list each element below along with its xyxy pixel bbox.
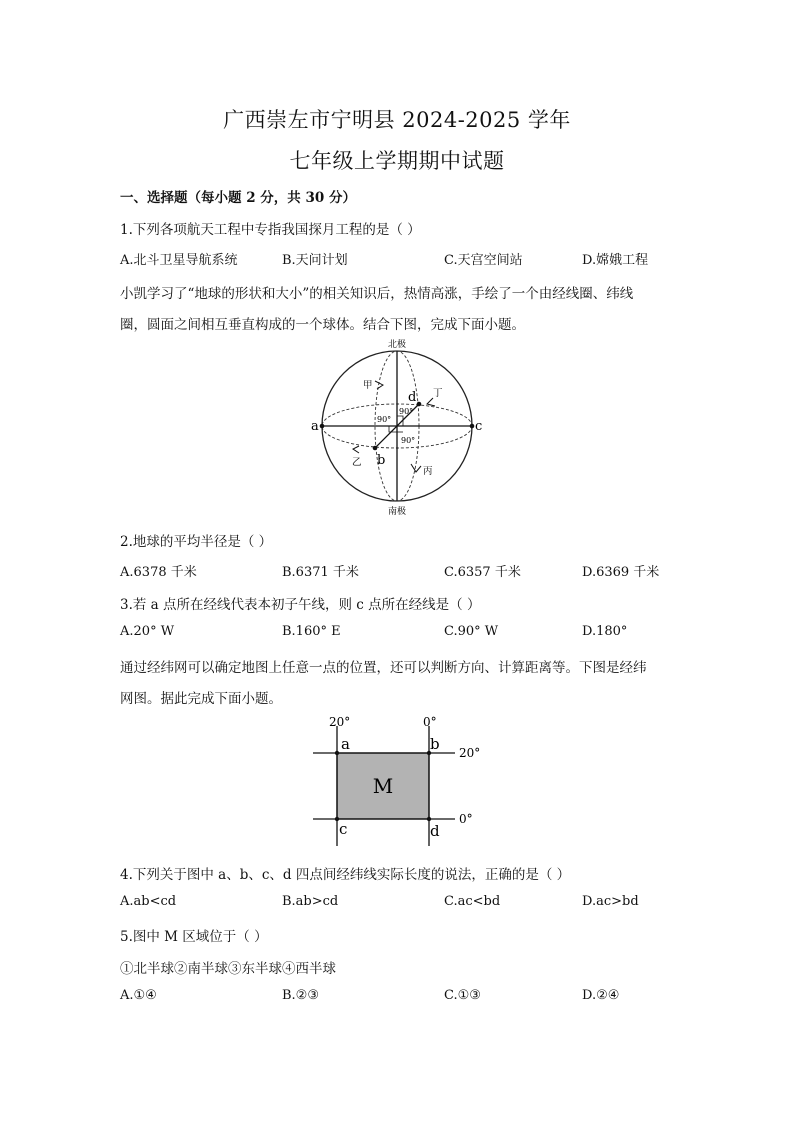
q4-stem: 4.下列关于图中 a、b、c、d 四点间经纬线实际长度的说法，正确的是（ ） (120, 867, 571, 883)
q3-option-d: D.180° (582, 624, 628, 639)
arrow-ding-icon (427, 398, 435, 406)
q4-option-d: D.ac>bd (582, 894, 639, 909)
q3-option-b: B.160° E (282, 624, 341, 639)
q1-stem: 1.下列各项航天工程中专指我国探月工程的是（ ） (120, 222, 421, 238)
label-ding: 丁 (433, 388, 443, 399)
label-a: a (311, 419, 319, 434)
arrow-bing-icon (411, 464, 421, 472)
exam-subtitle: 七年级上学期期中试题 (289, 149, 505, 173)
q1-option-d: D.嫦娥工程 (582, 253, 649, 268)
grid-label-a: a (341, 735, 350, 753)
point-d (417, 402, 422, 407)
q4-option-c: C.ac<bd (444, 894, 501, 909)
q1-option-c: C.天宫空间站 (444, 253, 523, 268)
q5-sub: ①北半球②南半球③东半球④西半球 (120, 961, 336, 977)
q5-option-a: A.①④ (120, 988, 157, 1003)
label-yi: 乙 (352, 457, 362, 468)
material2-line1: 通过经纬网可以确定地图上任意一点的位置，还可以判断方向、计算距离等。下图是经纬 (120, 660, 647, 676)
q3-option-c: C.90° W (444, 624, 499, 639)
point-a (320, 424, 325, 429)
q2-option-a: A.6378 千米 (120, 565, 197, 580)
q5-option-b: B.②③ (282, 988, 319, 1003)
label-lon-20: 20° (329, 715, 351, 729)
q5-option-d: D.②④ (582, 988, 620, 1003)
section-heading: 一、选择题（每小题 2 分，共 30 分） (120, 190, 356, 206)
arrow-yi-icon (353, 446, 359, 453)
region-m-label: M (372, 774, 394, 798)
label-jia: 甲 (363, 380, 373, 391)
label-angle-3: 90° (401, 436, 416, 445)
label-lat-0: 0° (459, 812, 473, 826)
q2-option-c: C.6357 千米 (444, 565, 521, 580)
label-south-pole: 南极 (387, 507, 407, 517)
q3-stem: 3.若 a 点所在经线代表本初子午线，则 c 点所在经线是（ ） (120, 597, 481, 613)
q2-option-d: D.6369 千米 (582, 565, 660, 580)
label-c: c (475, 419, 483, 434)
exam-title: 广西崇左市宁明县 2024-2025 学年 (223, 108, 571, 132)
globe-diagram (305, 336, 495, 518)
q2-stem: 2.地球的平均半径是（ ） (120, 534, 273, 550)
label-b: b (377, 453, 386, 468)
label-lon-0: 0° (423, 715, 437, 729)
q4-option-a: A.ab<cd (120, 894, 177, 909)
point-b (373, 446, 378, 451)
label-angle-1: 90° (399, 407, 414, 416)
material2-line2: 网图。据此完成下面小题。 (120, 691, 282, 707)
material1-line2: 圈，圆面之间相互垂直构成的一个球体。结合下图，完成下面小题。 (120, 317, 525, 333)
label-north-pole: 北极 (387, 340, 407, 350)
grid-point-a (335, 751, 339, 755)
q1-option-b: B.天问计划 (282, 253, 348, 268)
q4-option-b: B.ab>cd (282, 894, 339, 909)
lat-lon-grid-diagram (305, 710, 495, 850)
q3-option-a: A.20° W (120, 624, 175, 639)
material1-line1: 小凯学习了“地球的形状和大小”的相关知识后，热情高涨，手绘了一个由经线圈、纬线 (120, 286, 634, 302)
label-angle-2: 90° (377, 415, 392, 424)
label-lat-20: 20° (459, 746, 481, 760)
grid-point-d (427, 817, 431, 821)
q1-option-a: A.北斗卫星导航系统 (120, 253, 238, 268)
grid-label-c: c (339, 820, 348, 838)
grid-label-b: b (430, 735, 440, 753)
q2-option-b: B.6371 千米 (282, 565, 359, 580)
label-bing: 丙 (423, 466, 433, 477)
q5-stem: 5.图中 M 区域位于（ ） (120, 929, 268, 945)
label-d: d (408, 390, 417, 405)
point-c (470, 424, 475, 429)
grid-label-d: d (430, 822, 440, 840)
q5-option-c: C.①③ (444, 988, 481, 1003)
